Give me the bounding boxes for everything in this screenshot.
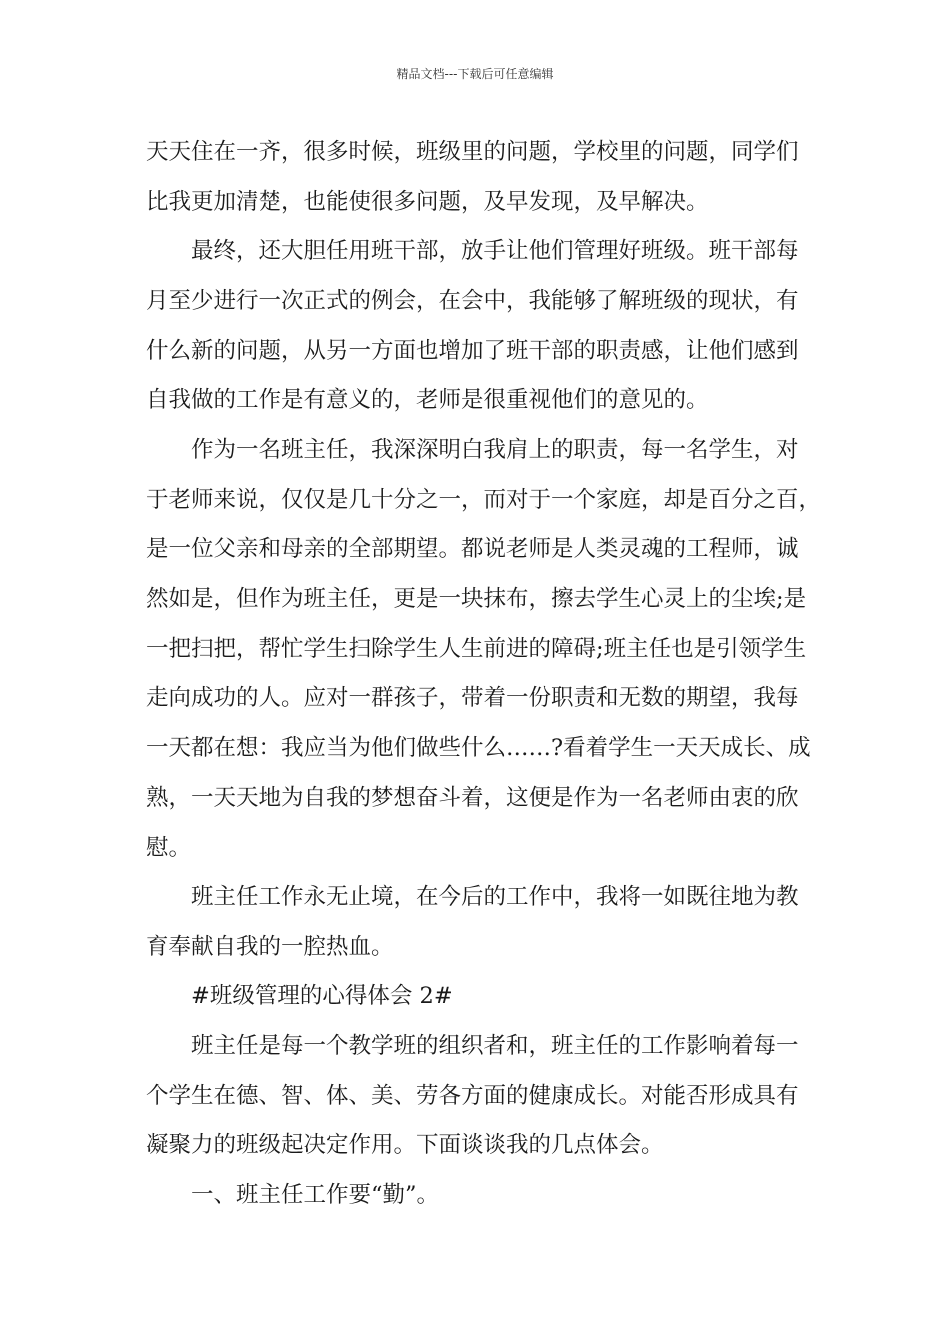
subsection-heading: 一、班主任工作要“勤”。 (191, 1182, 440, 1208)
paragraph-line: 慰。 (146, 835, 192, 861)
paragraph-line: 走向成功的人。应对一群孩子，带着一份职责和无数的期望，我每 (146, 685, 799, 711)
paragraph-line: 什么新的问题，从另一方面也增加了班干部的职责感，让他们感到 (146, 338, 799, 364)
paragraph-line: 作为一名班主任，我深深明白我肩上的职责，每一名学生，对 (191, 437, 799, 463)
paragraph-line: 个学生在德、智、体、美、劳各方面的健康成长。对能否形成具有 (146, 1083, 799, 1109)
paragraph-line: 熟，一天天地为自我的梦想奋斗着，这便是作为一名老师由衷的欣 (146, 785, 799, 811)
paragraph-line: 天天住在一齐，很多时候，班级里的问题，学校里的问题，同学们 (146, 139, 799, 165)
paragraph-line: 然如是，但作为班主任，更是一块抹布，擦去学生心灵上的尘埃;是 (146, 586, 807, 612)
paragraph-line: 是一位父亲和母亲的全部期望。都说老师是人类灵魂的工程师，诚 (146, 536, 799, 562)
paragraph-line: 班主任工作永无止境，在今后的工作中，我将一如既往地为教 (191, 884, 799, 910)
paragraph-line: 一天都在想：我应当为他们做些什么……?看着学生一天天成长、成 (146, 735, 811, 761)
paragraph-line: 班主任是每一个教学班的组织者和，班主任的工作影响着每一 (191, 1033, 799, 1059)
paragraph-line: 育奉献自我的一腔热血。 (146, 934, 394, 960)
paragraph-line: 月至少进行一次正式的例会，在会中，我能够了解班级的现状，有 (146, 288, 799, 314)
page-header: 精品文档---下载后可任意编辑 (396, 67, 554, 81)
paragraph-line: 凝聚力的班级起决定作用。下面谈谈我的几点体会。 (146, 1132, 664, 1158)
section-heading: #班级管理的心得体会 2# (191, 983, 453, 1009)
paragraph-line: 于老师来说，仅仅是几十分之一，而对于一个家庭，却是百分之百， (146, 487, 822, 513)
paragraph-line: 最终，还大胆任用班干部，放手让他们管理好班级。班干部每 (191, 238, 799, 264)
paragraph-line: 比我更加清楚，也能使很多问题，及早发现，及早解决。 (146, 189, 709, 215)
paragraph-line: 一把扫把，帮忙学生扫除学生人生前进的障碍;班主任也是引领学生 (146, 636, 807, 662)
paragraph-line: 自我做的工作是有意义的，老师是很重视他们的意见的。 (146, 387, 709, 413)
